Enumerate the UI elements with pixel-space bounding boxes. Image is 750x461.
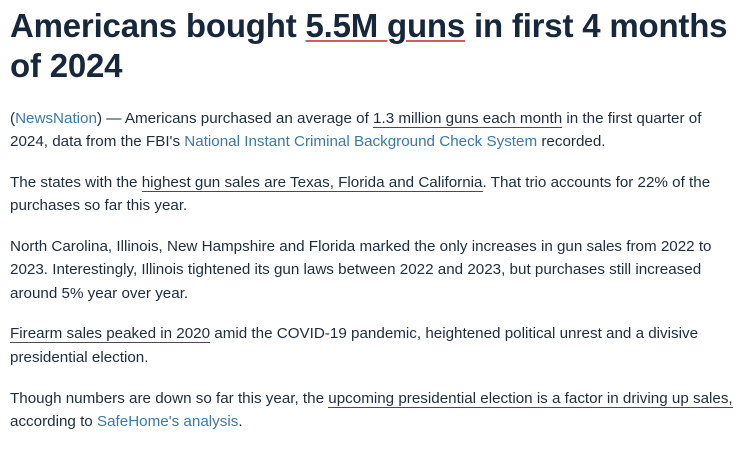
top-states-text-a: The states with the	[10, 173, 142, 191]
election-text-b: according to	[10, 413, 97, 431]
lede-stat-emphasis: 1.3 million guns each month	[373, 109, 563, 127]
lede-text-c: recorded.	[537, 133, 606, 151]
source-paren-open: (	[10, 109, 16, 127]
top-states-text-b: . That trio accounts for 22% of the purchases so far this year.	[10, 173, 711, 215]
headline-highlight: 5.5M guns	[305, 7, 466, 44]
paragraph-top-states	[10, 171, 742, 218]
peak-2020-emphasis: Firearm sales peaked in 2020	[10, 325, 211, 343]
paragraph-state-increases: North Carolina, Illinois, New Hampshire and Florida marked the only increases in gun sales from 2022 to 2023. Interestingly, Illinois tightened its gun laws between 2022 and 2023, but purchases still increased around 5% year over year.	[10, 237, 712, 302]
paragraph-election-factor	[10, 387, 742, 434]
headline-part-two: in first 4 months of 2024	[10, 7, 728, 85]
lede-text-b: in the first quarter of 2024, data from the FBI's	[10, 109, 702, 151]
headline-part-one: Americans bought	[10, 7, 306, 44]
peak-2020-text: amid the COVID-19 pandemic, heightened political unrest and a divisive presidential election.	[10, 325, 699, 366]
link-nics[interactable]: National Instant Criminal Background Check System	[184, 133, 538, 151]
link-safehome-analysis[interactable]: SafeHome's analysis	[96, 413, 239, 431]
paragraph-peak-2020	[10, 322, 742, 369]
source-paren-close: ) —	[96, 109, 125, 127]
election-emphasis: upcoming presidential election is a factor in driving up sales,	[328, 389, 733, 407]
election-text-c: .	[238, 413, 243, 431]
source-link-newsnation[interactable]: NewsNation	[15, 109, 97, 127]
lede-text-a: Americans purchased an average of	[124, 109, 374, 127]
election-text-a: Though numbers are down so far this year, the	[10, 389, 329, 407]
page-title	[10, 6, 742, 87]
paragraph-lede	[10, 107, 742, 154]
top-states-emphasis: highest gun sales are Texas, Florida and California	[141, 173, 483, 191]
